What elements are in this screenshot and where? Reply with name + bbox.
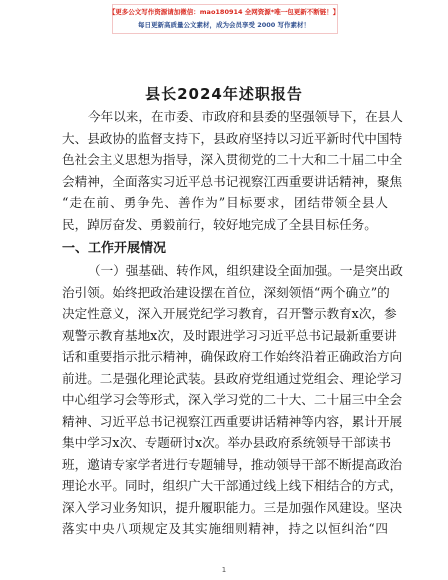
text-line: 话和重要指示批示精神，确保政府工作始终沿着正确政治方向 [62, 349, 403, 364]
text-line: 深入学习业务知识，提升履职能力。三是加强作风建设。坚决 [62, 499, 403, 515]
section-heading-1: 一、工作开展情况 [62, 241, 167, 256]
text-line: 决定性意义，深入开展党纪学习教育，召开警示教育x次，参 [62, 306, 397, 321]
text-line: 前进。二是强化理论武装。县政府党组通过党组会、理论学习 [62, 370, 403, 386]
text-line: 集中学习x次、专题研讨x次。举办县政府系统领导干部读书 [62, 435, 392, 450]
document-title: 县长2024年述职报告 [145, 85, 303, 103]
text-line: （一）强基础、转作风，组织建设全面加强。一是突出政 [88, 263, 403, 278]
text-line: “走在前、勇争先、善作为”目标要求，团结带领全县人 [62, 195, 388, 210]
text-line: 中心组学习会等形式，深入学习党的二十大、二十届三中全会 [62, 392, 403, 407]
text-line: 今年以来，在市委、市政府和县委的坚强领导下，在县人 [88, 109, 403, 124]
promo-banner-line-1: 【更多公文写作资源请加微信：mao180914 全网资源*唯一包更新不断链！】 [108, 8, 340, 16]
text-line: 治引领。始终把政治建设摆在首位，深刻领悟“两个确立”的 [62, 284, 390, 300]
text-line: 精神、习近平总书记视察江西重要讲话精神等内容，累计开展 [62, 413, 403, 429]
promo-banner-line-2: 每日更新高质量公文素材，成为会员享受 2000 写作素材！ [137, 21, 311, 29]
text-line: 民，踔厉奋发、勇毅前行，较好地完成了全县目标任务。 [62, 216, 377, 232]
text-line: 落实中央八项规定及其实施细则精神，持之以恒纠治“四 [62, 521, 388, 536]
page-number: 1 [221, 566, 227, 574]
text-line: 观警示教育基地x次，及时跟进学习习近平总书记最新重要讲 [62, 327, 397, 343]
text-line: 理论水平。同时，组织广大干部通过线上线下相结合的方式， [62, 478, 403, 493]
text-line: 会精神，全面落实习近平总书记视察江西重要讲话精神，聚焦 [62, 173, 403, 189]
text-line: 大、县政协的监督支持下，县政府坚持以习近平新时代中国特 [62, 130, 403, 146]
text-line: 色社会主义思想为指导，深入贯彻党的二十大和二十届二中全 [62, 152, 403, 167]
text-line: 班，邀请专家学者进行专题辅导，推动领导干部不断提高政治 [62, 456, 403, 472]
